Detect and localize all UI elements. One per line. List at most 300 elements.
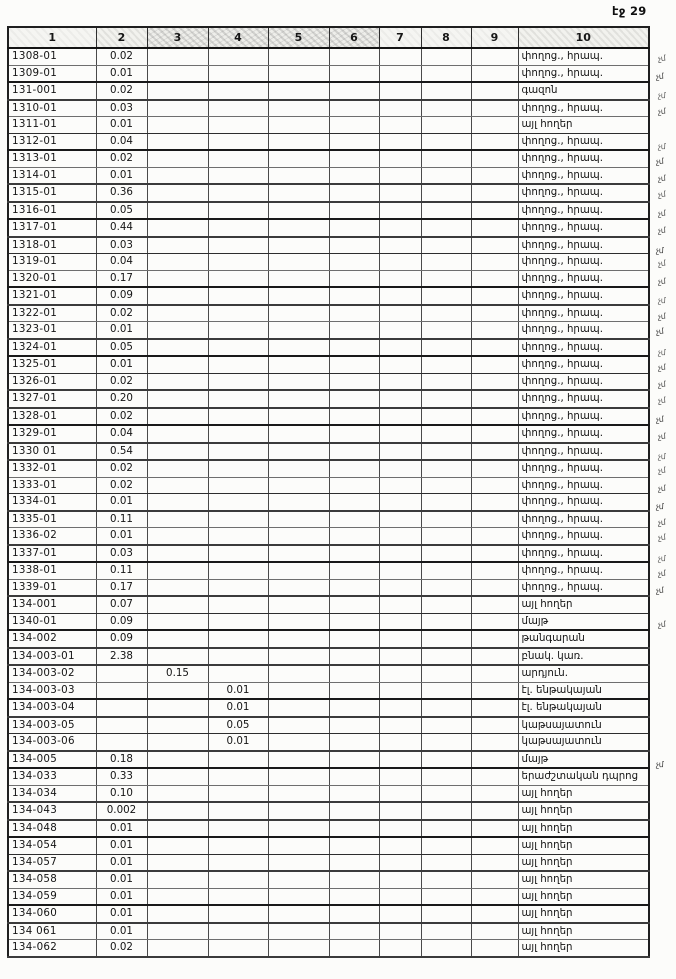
land-use-cell: մայթ չմ <box>518 613 649 630</box>
parcel-code-cell: 134-001 <box>8 596 96 613</box>
parcel-code-cell: 1319-01 <box>8 254 96 271</box>
table-row <box>8 373 649 390</box>
area-col3-cell <box>147 425 208 443</box>
col7-cell <box>379 751 421 769</box>
land-use-cell: փողոց., հրապ. չմ <box>518 528 649 545</box>
area-col4-cell <box>208 630 268 648</box>
col9-cell <box>471 287 518 305</box>
area-col3-cell <box>147 511 208 528</box>
area-col4-cell <box>208 270 268 287</box>
area-col3-cell <box>147 717 208 734</box>
handwritten-margin-mark: չմ <box>657 465 666 476</box>
col9-cell <box>471 219 518 237</box>
col5-cell <box>268 785 329 802</box>
land-use-cell: այլ հողեր <box>518 802 649 820</box>
col7-cell <box>379 854 421 871</box>
col8-cell <box>421 768 471 785</box>
table-row <box>8 82 649 100</box>
land-use-cell: այլ հողեր <box>518 854 649 871</box>
header-row <box>8 27 649 48</box>
col8-cell <box>421 390 471 408</box>
col7-cell <box>379 339 421 357</box>
area-col4-cell <box>208 613 268 630</box>
col5-cell <box>268 287 329 305</box>
area-col3-cell <box>147 562 208 579</box>
col7-cell <box>379 768 421 785</box>
col7-cell <box>379 65 421 82</box>
col8-cell <box>421 596 471 613</box>
handwritten-margin-mark: չմ <box>657 106 666 116</box>
area-col4-cell <box>208 390 268 408</box>
column-header: 9 <box>471 27 518 48</box>
col8-cell <box>421 477 471 494</box>
land-use-cell: այլ հողեր <box>518 940 649 957</box>
col5-cell <box>268 373 329 390</box>
parcel-code-cell: 1310-01 <box>8 100 96 117</box>
area-col3-cell <box>147 837 208 854</box>
parcel-code-cell: 134-048 <box>8 820 96 838</box>
handwritten-margin-mark: չմ <box>655 414 664 424</box>
col9-cell <box>471 511 518 528</box>
col5-cell <box>268 923 329 940</box>
parcel-code-cell: 134-059 <box>8 888 96 905</box>
col5-cell <box>268 562 329 579</box>
area-col2-cell: 0.01 <box>96 494 147 511</box>
col8-cell <box>421 665 471 682</box>
land-use-cell: փողոց., հրապ. չմ <box>518 408 649 426</box>
page-number-label: էջ 29 <box>612 4 647 18</box>
col5-cell <box>268 184 329 202</box>
handwritten-margin-mark: չմ <box>657 619 666 629</box>
handwritten-margin-mark: չմ <box>657 208 666 218</box>
table-row <box>8 613 649 630</box>
area-col4-cell <box>208 322 268 339</box>
col9-cell <box>471 167 518 184</box>
area-col3-cell <box>147 408 208 426</box>
land-use-cell: այլ հողեր <box>518 837 649 854</box>
area-col4-cell <box>208 871 268 888</box>
parcel-code-cell: 134-003-01 <box>8 648 96 666</box>
col8-cell <box>421 237 471 254</box>
col7-cell <box>379 545 421 563</box>
area-col2-cell: 0.03 <box>96 100 147 117</box>
col9-cell <box>471 356 518 373</box>
area-col3-cell <box>147 477 208 494</box>
col8-cell <box>421 562 471 579</box>
col5-cell <box>268 596 329 613</box>
table-row <box>8 150 649 167</box>
area-col3-cell: 0.15 <box>147 665 208 682</box>
col7-cell <box>379 528 421 545</box>
col6-cell <box>329 888 379 905</box>
land-use-cell: փողոց., հրապ. չմ <box>518 305 649 322</box>
land-use-cell: փողոց., հրապ. չմ <box>518 287 649 305</box>
table-row <box>8 390 649 408</box>
area-col4-cell <box>208 82 268 100</box>
col9-cell <box>471 528 518 545</box>
col9-cell <box>471 613 518 630</box>
col7-cell <box>379 443 421 461</box>
area-col3-cell <box>147 648 208 666</box>
col5-cell <box>268 443 329 461</box>
col9-cell <box>471 237 518 254</box>
land-use-cell: փողոց., հրապ. չմ <box>518 356 649 373</box>
col6-cell <box>329 905 379 923</box>
parcel-code-cell: 1326-01 <box>8 373 96 390</box>
col9-cell <box>471 270 518 287</box>
land-use-cell: այլ հողեր <box>518 871 649 888</box>
col8-cell <box>421 717 471 734</box>
area-col4-cell <box>208 854 268 871</box>
table-row <box>8 511 649 528</box>
column-header: 1 <box>8 27 96 48</box>
parcel-code-cell: 134-058 <box>8 871 96 888</box>
col8-cell <box>421 802 471 820</box>
land-use-cell: այլ հողեր <box>518 905 649 923</box>
col5-cell <box>268 460 329 477</box>
col6-cell <box>329 579 379 596</box>
area-col4-cell <box>208 596 268 613</box>
col7-cell <box>379 254 421 271</box>
area-col3-cell <box>147 699 208 717</box>
col6-cell <box>329 751 379 769</box>
col6-cell <box>329 219 379 237</box>
area-col4-cell <box>208 923 268 940</box>
col6-cell <box>329 254 379 271</box>
land-use-cell: կաթսայատուն <box>518 717 649 734</box>
col5-cell <box>268 545 329 563</box>
table-row <box>8 408 649 426</box>
col6-cell <box>329 100 379 117</box>
area-col2-cell: 0.17 <box>96 270 147 287</box>
col9-cell <box>471 254 518 271</box>
land-use-cell: արդյուն. <box>518 665 649 682</box>
col6-cell <box>329 117 379 134</box>
table-row <box>8 562 649 579</box>
col6-cell <box>329 477 379 494</box>
col5-cell <box>268 48 329 65</box>
land-use-cell: այլ հողեր <box>518 820 649 838</box>
col6-cell <box>329 648 379 666</box>
col8-cell <box>421 511 471 528</box>
parcel-code-cell: 134-003-04 <box>8 699 96 717</box>
area-col3-cell <box>147 905 208 923</box>
table-row <box>8 305 649 322</box>
parcel-code-cell: 1316-01 <box>8 202 96 220</box>
col9-cell <box>471 596 518 613</box>
area-col2-cell: 0.01 <box>96 167 147 184</box>
col7-cell <box>379 596 421 613</box>
col6-cell <box>329 699 379 717</box>
col6-cell <box>329 940 379 957</box>
col7-cell <box>379 802 421 820</box>
area-col2-cell: 0.09 <box>96 613 147 630</box>
area-col2-cell: 0.02 <box>96 940 147 957</box>
col6-cell <box>329 630 379 648</box>
col8-cell <box>421 48 471 65</box>
area-col3-cell <box>147 596 208 613</box>
col9-cell <box>471 425 518 443</box>
land-use-cell: փողոց., հրապ. չմ <box>518 202 649 220</box>
area-col4-cell <box>208 802 268 820</box>
parcel-code-cell: 1332-01 <box>8 460 96 477</box>
area-col4-cell <box>208 167 268 184</box>
col5-cell <box>268 322 329 339</box>
col7-cell <box>379 682 421 699</box>
parcel-code-cell: 134-043 <box>8 802 96 820</box>
area-col2-cell: 0.10 <box>96 785 147 802</box>
column-header: 10 <box>518 27 649 48</box>
area-col2-cell: 0.01 <box>96 854 147 871</box>
col5-cell <box>268 613 329 630</box>
col9-cell <box>471 150 518 167</box>
col5-cell <box>268 356 329 373</box>
area-col4-cell <box>208 339 268 357</box>
col8-cell <box>421 287 471 305</box>
col7-cell <box>379 219 421 237</box>
col9-cell <box>471 751 518 769</box>
area-col3-cell <box>147 100 208 117</box>
col8-cell <box>421 734 471 751</box>
col7-cell <box>379 408 421 426</box>
table-row <box>8 940 649 957</box>
area-col2-cell: 0.04 <box>96 133 147 150</box>
area-col4-cell <box>208 133 268 150</box>
table-row <box>8 665 649 682</box>
col5-cell <box>268 237 329 254</box>
handwritten-margin-mark: չմ <box>655 245 664 255</box>
table-row <box>8 923 649 940</box>
table-row <box>8 460 649 477</box>
land-use-cell: այլ հողեր <box>518 117 649 134</box>
parcel-code-cell: 1338-01 <box>8 562 96 579</box>
col9-cell <box>471 408 518 426</box>
land-use-cell: փողոց., հրապ. չմ <box>518 219 649 237</box>
area-col3-cell <box>147 820 208 838</box>
area-col4-cell <box>208 150 268 167</box>
area-col3-cell <box>147 940 208 957</box>
col8-cell <box>421 494 471 511</box>
col8-cell <box>421 322 471 339</box>
table-row <box>8 682 649 699</box>
col8-cell <box>421 699 471 717</box>
table-row <box>8 888 649 905</box>
col8-cell <box>421 579 471 596</box>
area-col3-cell <box>147 682 208 699</box>
table-row <box>8 837 649 854</box>
col9-cell <box>471 48 518 65</box>
col5-cell <box>268 150 329 167</box>
handwritten-margin-mark: չմ <box>657 189 666 200</box>
col6-cell <box>329 768 379 785</box>
parcel-code-cell: 134-003-03 <box>8 682 96 699</box>
col8-cell <box>421 270 471 287</box>
column-header: 5 <box>268 27 329 48</box>
col6-cell <box>329 734 379 751</box>
area-col2-cell: 0.05 <box>96 339 147 357</box>
col7-cell <box>379 133 421 150</box>
land-use-cell: փողոց., հրապ. չմ <box>518 545 649 563</box>
area-col3-cell <box>147 167 208 184</box>
area-col2-cell: 0.01 <box>96 528 147 545</box>
col9-cell <box>471 630 518 648</box>
table-row <box>8 854 649 871</box>
col5-cell <box>268 871 329 888</box>
col7-cell <box>379 460 421 477</box>
handwritten-margin-mark: չմ <box>655 759 664 769</box>
area-col3-cell <box>147 254 208 271</box>
col5-cell <box>268 219 329 237</box>
col7-cell <box>379 100 421 117</box>
land-use-cell: փողոց., հրապ. չմ <box>518 65 649 82</box>
land-use-cell: այլ հողեր <box>518 888 649 905</box>
col5-cell <box>268 751 329 769</box>
col8-cell <box>421 408 471 426</box>
area-col3-cell <box>147 270 208 287</box>
area-col4-cell: 0.05 <box>208 717 268 734</box>
area-col3-cell <box>147 305 208 322</box>
column-header: 2 <box>96 27 147 48</box>
area-col3-cell <box>147 888 208 905</box>
area-col4-cell <box>208 460 268 477</box>
col9-cell <box>471 494 518 511</box>
col6-cell <box>329 545 379 563</box>
land-use-cell: փողոց., հրապ. չմ <box>518 477 649 494</box>
area-col3-cell <box>147 734 208 751</box>
area-col3-cell <box>147 768 208 785</box>
col6-cell <box>329 665 379 682</box>
col8-cell <box>421 219 471 237</box>
col5-cell <box>268 65 329 82</box>
col8-cell <box>421 460 471 477</box>
table-row <box>8 184 649 202</box>
col5-cell <box>268 254 329 271</box>
col6-cell <box>329 48 379 65</box>
area-col4-cell <box>208 888 268 905</box>
col7-cell <box>379 665 421 682</box>
table-row <box>8 270 649 287</box>
area-col4-cell <box>208 100 268 117</box>
col6-cell <box>329 202 379 220</box>
area-col2-cell: 0.02 <box>96 150 147 167</box>
parcel-code-cell: 1335-01 <box>8 511 96 528</box>
col9-cell <box>471 940 518 957</box>
area-col2-cell: 0.02 <box>96 373 147 390</box>
col5-cell <box>268 854 329 871</box>
parcel-code-cell: 1336-02 <box>8 528 96 545</box>
col7-cell <box>379 117 421 134</box>
area-col2-cell: 0.01 <box>96 905 147 923</box>
parcel-code-cell: 134 061 <box>8 923 96 940</box>
col7-cell <box>379 785 421 802</box>
col5-cell <box>268 905 329 923</box>
handwritten-margin-mark: չմ <box>657 517 666 527</box>
area-col4-cell <box>208 202 268 220</box>
handwritten-margin-mark: չմ <box>657 295 666 306</box>
area-col4-cell <box>208 494 268 511</box>
col9-cell <box>471 460 518 477</box>
area-col4-cell <box>208 665 268 682</box>
area-col2-cell: 0.54 <box>96 443 147 461</box>
table-row <box>8 802 649 820</box>
area-col3-cell <box>147 460 208 477</box>
area-col2-cell: 0.03 <box>96 237 147 254</box>
col7-cell <box>379 184 421 202</box>
area-col4-cell <box>208 237 268 254</box>
col9-cell <box>471 665 518 682</box>
parcel-code-cell: 134-003-06 <box>8 734 96 751</box>
parcel-code-cell: 131-001 <box>8 82 96 100</box>
col7-cell <box>379 820 421 838</box>
col7-cell <box>379 82 421 100</box>
parcel-code-cell: 134-003-02 <box>8 665 96 682</box>
land-use-cell: փողոց., հրապ. չմ <box>518 443 649 461</box>
area-col2-cell: 0.01 <box>96 356 147 373</box>
col6-cell <box>329 596 379 613</box>
col9-cell <box>471 905 518 923</box>
area-col4-cell <box>208 751 268 769</box>
area-col4-cell <box>208 305 268 322</box>
area-col3-cell <box>147 390 208 408</box>
land-parcel-table <box>7 26 666 958</box>
col9-cell <box>471 888 518 905</box>
col9-cell <box>471 117 518 134</box>
col7-cell <box>379 562 421 579</box>
area-col4-cell: 0.01 <box>208 699 268 717</box>
col6-cell <box>329 373 379 390</box>
area-col3-cell <box>147 373 208 390</box>
parcel-code-cell: 134-033 <box>8 768 96 785</box>
handwritten-margin-mark: չմ <box>655 326 664 337</box>
column-header: 3 <box>147 27 208 48</box>
handwritten-margin-mark: չմ <box>657 483 666 493</box>
handwritten-margin-mark: չմ <box>657 379 666 389</box>
parcel-code-cell: 1311-01 <box>8 117 96 134</box>
area-col4-cell <box>208 648 268 666</box>
col8-cell <box>421 82 471 100</box>
table-row <box>8 717 649 734</box>
land-use-cell: երաժշտական դպրոց <box>518 768 649 785</box>
parcel-code-cell: 1314-01 <box>8 167 96 184</box>
col9-cell <box>471 82 518 100</box>
area-col2-cell: 0.002 <box>96 802 147 820</box>
col5-cell <box>268 579 329 596</box>
parcel-code-cell: 1308-01 <box>8 48 96 65</box>
area-col2-cell: 0.09 <box>96 630 147 648</box>
land-use-cell: փողոց., հրապ. չմ <box>518 322 649 339</box>
area-col2-cell: 0.02 <box>96 477 147 494</box>
col9-cell <box>471 717 518 734</box>
area-col3-cell <box>147 923 208 940</box>
col5-cell <box>268 837 329 854</box>
parcel-code-cell: 134-057 <box>8 854 96 871</box>
col6-cell <box>329 356 379 373</box>
col8-cell <box>421 751 471 769</box>
col9-cell <box>471 373 518 390</box>
col7-cell <box>379 871 421 888</box>
land-use-cell: փողոց., հրապ. չմ <box>518 184 649 202</box>
parcel-code-cell: 1340-01 <box>8 613 96 630</box>
col7-cell <box>379 322 421 339</box>
col7-cell <box>379 237 421 254</box>
col5-cell <box>268 682 329 699</box>
handwritten-margin-mark: չմ <box>657 276 666 286</box>
col6-cell <box>329 682 379 699</box>
parcel-code-cell: 1329-01 <box>8 425 96 443</box>
parcel-code-cell: 134-060 <box>8 905 96 923</box>
col6-cell <box>329 820 379 838</box>
col7-cell <box>379 390 421 408</box>
